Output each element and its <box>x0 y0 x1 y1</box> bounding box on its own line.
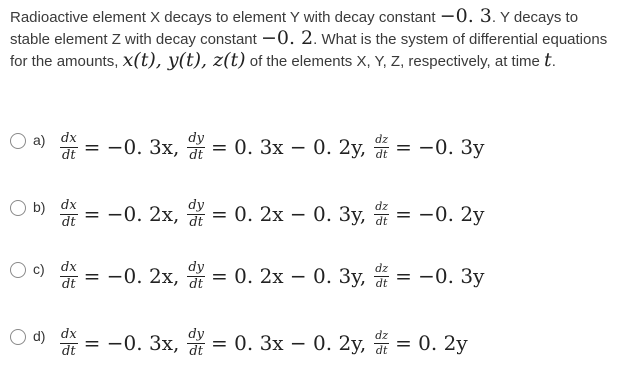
question-text-part-3: . What is the system of differential equations for the amounts, <box>10 31 608 70</box>
dy-dt-rhs: = 0. 2x − 0. 3y, <box>211 202 367 226</box>
dx-dt-rhs: = −0. 3x, <box>83 331 180 355</box>
equation-system <box>60 256 492 296</box>
dy-dt-rhs: = 0. 3x − 0. 2y, <box>211 135 367 159</box>
dx-dt-rhs: = −0. 2x, <box>83 202 180 226</box>
radio-button-a[interactable] <box>10 133 26 149</box>
radio-button-b[interactable] <box>10 200 26 216</box>
dy-dt-fraction: $\frac{dy}{dt}$ <box>188 197 205 230</box>
decay-constant-y: −0. 2 <box>260 27 314 49</box>
dz-dt-rhs: = −0. 2y <box>395 202 485 226</box>
question-text-part-4: of the elements X, Y, Z, respectively, at time <box>245 53 545 70</box>
dz-dt-fraction: $\frac{dz}{dt}$ <box>375 199 389 228</box>
dx-dt-rhs: = −0. 2x, <box>83 264 180 288</box>
equation-system <box>60 323 476 363</box>
answer-option-b[interactable] <box>10 194 610 234</box>
dx-dt-rhs: = −0. 3x, <box>83 135 180 159</box>
radio-button-d[interactable] <box>10 329 26 345</box>
question-text-part-5: . <box>551 53 556 70</box>
equation-system <box>60 194 492 234</box>
answer-option-d[interactable] <box>10 323 610 363</box>
dx-dt-fraction: $\frac{dx}{dt}$ <box>61 259 77 292</box>
time-variable: t <box>544 49 552 71</box>
option-letter: b) <box>33 199 46 215</box>
dy-dt-fraction: $\frac{dy}{dt}$ <box>188 130 205 163</box>
question-text-part-2: . Y decays to stable element Z with decay constant <box>10 9 579 48</box>
equation-system <box>60 127 492 167</box>
amount-variables: x(t), y(t), z(t) <box>122 49 246 71</box>
question-text <box>10 6 616 72</box>
dz-dt-fraction: $\frac{dz}{dt}$ <box>375 132 389 161</box>
dx-dt-fraction: $\frac{dx}{dt}$ <box>61 326 77 359</box>
dz-dt-rhs: = −0. 3y <box>395 264 485 288</box>
dz-dt-rhs: = 0. 2y <box>395 331 468 355</box>
answer-option-c[interactable] <box>10 256 610 296</box>
dz-dt-fraction: $\frac{dz}{dt}$ <box>375 328 389 357</box>
dx-dt-fraction: $\frac{dx}{dt}$ <box>61 130 77 163</box>
dy-dt-rhs: = 0. 2x − 0. 3y, <box>211 264 367 288</box>
question-text-part-1: Radioactive element X decays to element Y with decay constant <box>10 9 440 26</box>
radio-button-c[interactable] <box>10 262 26 278</box>
dy-dt-fraction: $\frac{dy}{dt}$ <box>188 259 205 292</box>
answer-option-a[interactable] <box>10 127 610 167</box>
dx-dt-fraction: $\frac{dx}{dt}$ <box>61 197 77 230</box>
dy-dt-rhs: = 0. 3x − 0. 2y, <box>211 331 367 355</box>
option-letter: a) <box>33 132 46 148</box>
dy-dt-fraction: $\frac{dy}{dt}$ <box>188 326 205 359</box>
decay-constant-x: −0. 3 <box>439 5 492 27</box>
dz-dt-rhs: = −0. 3y <box>395 135 485 159</box>
dz-dt-fraction: $\frac{dz}{dt}$ <box>375 261 389 290</box>
option-letter: c) <box>33 261 45 277</box>
option-letter: d) <box>33 328 46 344</box>
